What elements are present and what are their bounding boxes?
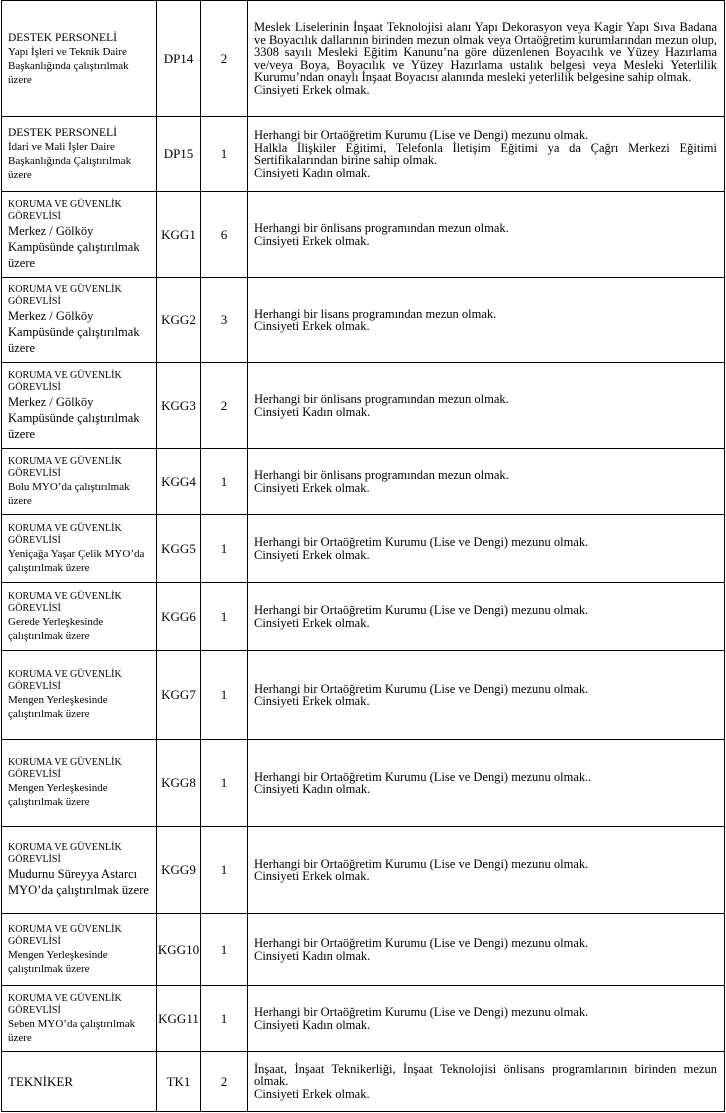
- position-location: Seben MYO’da çalıştırılmak üzere: [8, 1017, 136, 1044]
- position-code: DP14: [157, 1, 201, 117]
- requirement-text: Meslek Liselerinin İnşaat Teknolojisi alanı Yapı Dekorasyon veya Kagir Yapı Sıva Badana ve Boyacılık dallarının birinden mezun olmak veya Ortaöğretim kurumlarından mezun olup, 3308 sayılı Mesleki Eğitim Kanunu’na göre düzenlenen Boyacılık ve Yüzey Hazırlama ve/veya Boya, Boyacılık ve Yüzey Hazırlama ustalık belgesi veya Mesleki Yeterlilik Kurumu’ndan onaylı İnşaat Boyacısı alanında mesleki yeterlilik belgesine sahip olmak.: [254, 20, 717, 84]
- requirement-text: Cinsiyeti Erkek olmak.: [254, 1086, 370, 1101]
- requirement-text: Halkla İlişkiler Eğitimi, Telefonla İletişim Eğitimi ya da Çağrı Merkezi Eğitimi Sertifikalarından birine sahip olmak.: [254, 140, 717, 167]
- table-row: [2, 278, 725, 363]
- requirement-text: Cinsiyeti Kadın olmak.: [254, 782, 371, 796]
- position-code: KGG3: [157, 363, 201, 449]
- requirement-text: Herhangi bir önlisans programından mezun olmak.: [254, 221, 509, 235]
- position-code: KGG1: [157, 192, 201, 278]
- position-code: KGG8: [157, 740, 201, 827]
- position-location: Mudurnu Süreyya Astarcı MYO’da çalıştırılmak üzere: [8, 867, 149, 897]
- position-cell: [2, 278, 157, 363]
- requirements-cell: [248, 986, 725, 1052]
- position-table: [1, 0, 725, 1112]
- table-row: [2, 515, 725, 583]
- position-title: KORUMA VE GÜVENLİK GÖREVLİSİ: [8, 757, 122, 780]
- position-title: TEKNİKER: [8, 1073, 73, 1089]
- table-row: [2, 651, 725, 740]
- position-location: Yeniçağa Yaşar Çelik MYO’da çalıştırılmak üzere: [8, 547, 145, 574]
- position-count: 1: [201, 583, 248, 651]
- position-title: KORUMA VE GÜVENLİK GÖREVLİSİ: [8, 198, 122, 222]
- requirement-text: Cinsiyeti Kadın olmak.: [254, 948, 371, 963]
- position-code: TK1: [157, 1052, 201, 1112]
- position-cell: [2, 192, 157, 278]
- requirement-text: Cinsiyeti Kadın olmak.: [254, 404, 371, 419]
- requirement-text: Cinsiyeti Erkek olmak.: [254, 694, 370, 708]
- table-row: [2, 1, 725, 117]
- position-title: DESTEK PERSONELİ: [8, 127, 117, 139]
- requirement-text: Cinsiyeti Erkek olmak.: [254, 869, 370, 883]
- requirements-cell: [248, 583, 725, 651]
- requirement-text: Herhangi bir lisans programından mezun olmak.: [254, 306, 497, 321]
- table-row: [2, 1052, 725, 1112]
- table-row: [2, 914, 725, 986]
- position-title: KORUMA VE GÜVENLİK GÖREVLİSİ: [8, 992, 122, 1016]
- position-location: İdari ve Mali İşler Daire Başkanlığında Çalıştırılmak üzere: [8, 141, 132, 181]
- position-count: 1: [201, 740, 248, 827]
- position-title: KORUMA VE GÜVENLİK GÖREVLİSİ: [8, 842, 122, 865]
- position-count: 1: [201, 914, 248, 986]
- position-count: 2: [201, 1, 248, 117]
- requirements-cell: [248, 827, 725, 914]
- table-row: [2, 449, 725, 515]
- requirements-cell: [248, 363, 725, 449]
- table-row: [2, 192, 725, 278]
- position-title: KORUMA VE GÜVENLİK GÖREVLİSİ: [8, 455, 122, 479]
- position-location: Gerede Yerleşkesinde çalıştırılmak üzere: [8, 615, 104, 642]
- position-count: 1: [201, 515, 248, 583]
- position-count: 6: [201, 192, 248, 278]
- requirement-text: Cinsiyeti Erkek olmak.: [254, 319, 370, 333]
- position-title: KORUMA VE GÜVENLİK GÖREVLİSİ: [8, 369, 122, 393]
- table-row: [2, 740, 725, 827]
- table-row: [2, 986, 725, 1052]
- position-count: 1: [201, 651, 248, 740]
- position-cell: [2, 651, 157, 740]
- requirement-text: Herhangi bir önlisans programından mezun olmak.: [254, 468, 509, 482]
- requirements-cell: [248, 914, 725, 986]
- requirements-cell: [248, 449, 725, 515]
- requirement-text: Cinsiyeti Erkek olmak.: [254, 547, 370, 562]
- position-location: Mengen Yerleşkesinde çalıştırılmak üzere: [8, 948, 108, 975]
- position-location: Merkez / Gölköy Kampüsünde çalıştırılmak üzere: [8, 223, 140, 270]
- requirement-text: Herhangi bir önlisans programından mezun olmak.: [254, 392, 509, 406]
- position-cell: [2, 583, 157, 651]
- position-cell: [2, 740, 157, 827]
- requirements-cell: [248, 117, 725, 192]
- requirements-cell: [248, 740, 725, 827]
- position-location: Bolu MYO’da çalıştırılmak üzere: [8, 480, 130, 507]
- requirements-cell: [248, 192, 725, 278]
- position-count: 1: [201, 827, 248, 914]
- position-code: KGG2: [157, 278, 201, 363]
- position-location: Yapı İşleri ve Teknik Daire Başkanlığında çalıştırılmak üzere: [8, 45, 129, 86]
- requirement-text: Herhangi bir Ortaöğretim Kurumu (Lise ve Dengi) mezunu olmak.: [254, 1005, 589, 1019]
- position-cell: [2, 363, 157, 449]
- requirement-text: Cinsiyeti Kadın olmak.: [254, 165, 371, 180]
- table-row: [2, 117, 725, 192]
- position-code: KGG9: [157, 827, 201, 914]
- position-title: KORUMA VE GÜVENLİK GÖREVLİSİ: [8, 522, 122, 546]
- table-row: [2, 363, 725, 449]
- requirements-cell: [248, 1, 725, 117]
- table-row: [2, 583, 725, 651]
- requirement-text: Herhangi bir Ortaöğretim Kurumu (Lise ve Dengi) mezunu olmak.: [254, 936, 589, 950]
- position-code: KGG4: [157, 449, 201, 515]
- requirement-text: Herhangi bir Ortaöğretim Kurumu (Lise ve Dengi) mezunu olmak.: [254, 535, 589, 549]
- requirements-cell: [248, 278, 725, 363]
- position-title: KORUMA VE GÜVENLİK GÖREVLİSİ: [8, 590, 122, 614]
- requirement-text: Cinsiyeti Kadın olmak.: [254, 1017, 371, 1032]
- requirement-text: Cinsiyeti Erkek olmak.: [254, 615, 370, 630]
- requirement-text: Herhangi bir Ortaöğretim Kurumu (Lise ve Dengi) mezunu olmak.: [254, 856, 589, 871]
- requirement-text: Herhangi bir Ortaöğretim Kurumu (Lise ve Dengi) mezunu olmak.: [254, 681, 589, 696]
- table-row: [2, 827, 725, 914]
- position-count: 2: [201, 363, 248, 449]
- position-cell: [2, 449, 157, 515]
- requirement-text: Cinsiyeti Erkek olmak.: [254, 233, 370, 248]
- requirement-text: Herhangi bir Ortaöğretim Kurumu (Lise ve Dengi) mezunu olmak.: [254, 128, 589, 142]
- position-count: 1: [201, 986, 248, 1052]
- requirement-text: Herhangi bir Ortaöğretim Kurumu (Lise ve Dengi) mezunu olmak.: [254, 603, 589, 617]
- position-code: KGG5: [157, 515, 201, 583]
- position-cell: [2, 827, 157, 914]
- position-cell: [2, 986, 157, 1052]
- position-code: KGG6: [157, 583, 201, 651]
- position-count: 1: [201, 117, 248, 192]
- position-location: Mengen Yerleşkesinde çalıştırılmak üzere: [8, 694, 108, 720]
- position-cell: [2, 914, 157, 986]
- position-count: 2: [201, 1052, 248, 1112]
- requirements-cell: [248, 515, 725, 583]
- position-code: KGG11: [157, 986, 201, 1052]
- position-location: Merkez / Gölköy Kampüsünde çalıştırılmak üzere: [8, 394, 140, 441]
- position-code: KGG10: [157, 914, 201, 986]
- position-title: KORUMA VE GÜVENLİK GÖREVLİSİ: [8, 669, 122, 692]
- position-cell: [2, 515, 157, 583]
- requirement-text: Cinsiyeti Erkek olmak.: [254, 480, 370, 495]
- requirement-text: Herhangi bir Ortaöğretim Kurumu (Lise ve Dengi) mezunu olmak..: [254, 769, 592, 784]
- position-count: 3: [201, 278, 248, 363]
- position-code: DP15: [157, 117, 201, 192]
- requirements-cell: [248, 1052, 725, 1112]
- position-title: DESTEK PERSONELİ: [8, 31, 117, 44]
- position-cell: [2, 1, 157, 117]
- position-location: Mengen Yerleşkesinde çalıştırılmak üzere: [8, 782, 108, 808]
- position-location: Merkez / Gölköy Kampüsünde çalıştırılmak üzere: [8, 309, 140, 355]
- position-cell: [2, 117, 157, 192]
- position-title: KORUMA VE GÜVENLİK GÖREVLİSİ: [8, 284, 122, 307]
- requirement-text: İnşaat, İnşaat Teknikerliği, İnşaat Teknolojisi önlisans programlarının birinden mezun olmak.: [254, 1061, 717, 1089]
- position-code: KGG7: [157, 651, 201, 740]
- requirements-cell: [248, 651, 725, 740]
- position-count: 1: [201, 449, 248, 515]
- position-title: KORUMA VE GÜVENLİK GÖREVLİSİ: [8, 923, 122, 947]
- position-cell: [2, 1052, 157, 1112]
- requirement-text: Cinsiyeti Erkek olmak.: [254, 82, 370, 97]
